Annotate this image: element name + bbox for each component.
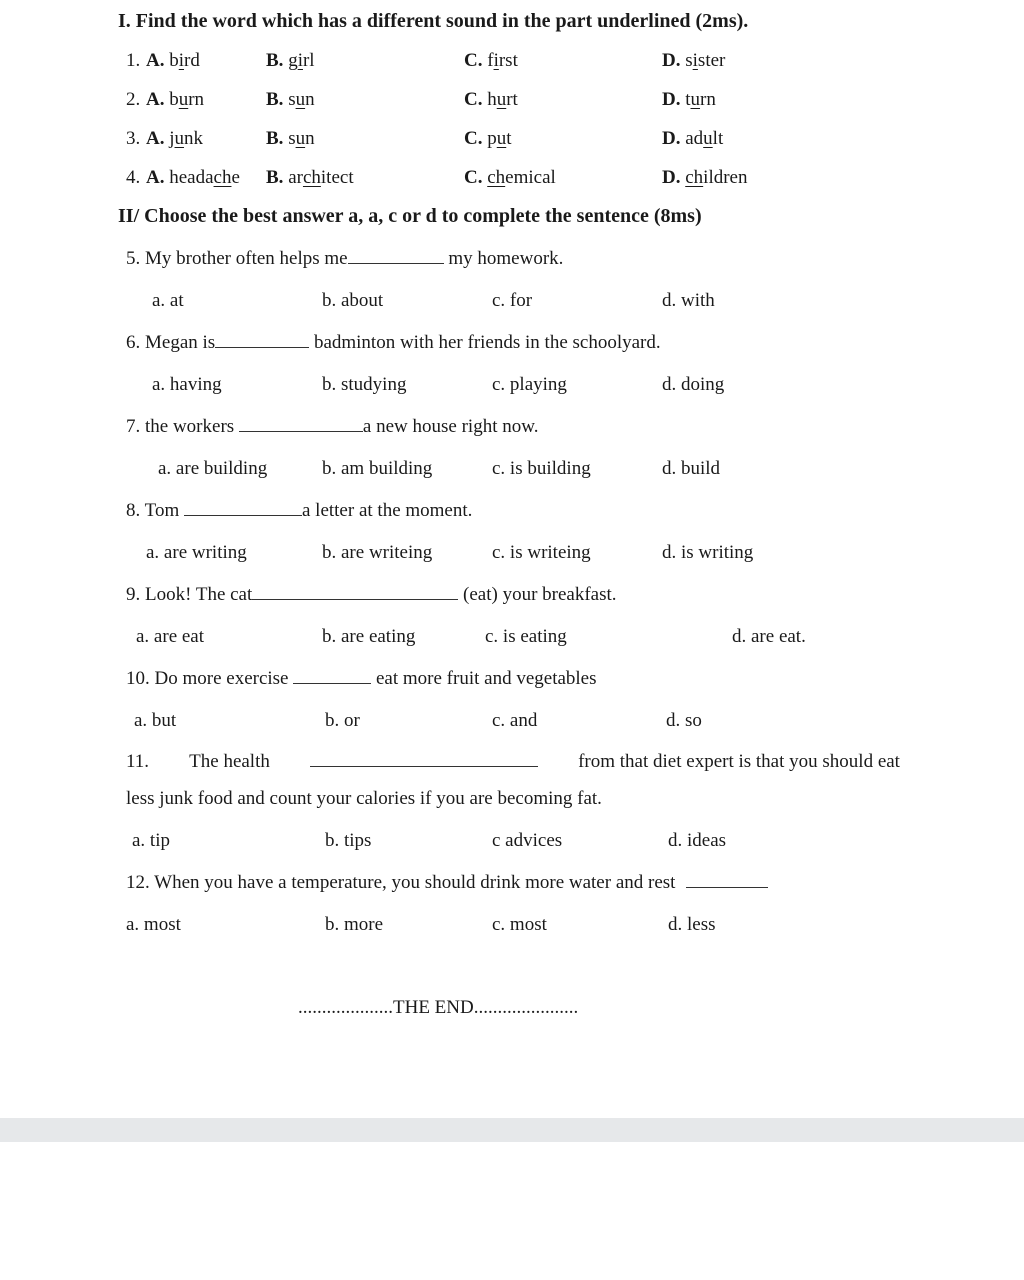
option-6d[interactable]: d. doing xyxy=(662,374,725,395)
word-part: ster xyxy=(697,50,726,71)
word-part: s xyxy=(288,128,296,149)
option-letter: A. xyxy=(146,89,165,110)
option-9a[interactable]: a. are eat xyxy=(136,626,205,647)
option-1b[interactable] xyxy=(266,50,315,72)
question-number: 9. xyxy=(126,584,141,605)
underlined-part: u xyxy=(690,89,701,110)
question-number: 6. xyxy=(126,332,141,353)
option-10b[interactable]: b. or xyxy=(325,710,360,731)
question-number: 4. xyxy=(126,167,141,188)
question-number: 7. xyxy=(126,416,141,437)
question-text: Tom xyxy=(144,500,180,521)
option-2d[interactable] xyxy=(662,89,716,111)
question-9 xyxy=(126,584,617,606)
question-11-line-2: less junk food and count your calories if you are becoming fat. xyxy=(126,788,602,809)
word-part: n xyxy=(305,128,315,149)
option-3a[interactable] xyxy=(146,128,203,150)
option-letter: C. xyxy=(464,167,483,188)
option-6b[interactable]: b. studying xyxy=(322,374,407,395)
option-3b[interactable] xyxy=(266,128,315,150)
option-letter: C. xyxy=(464,89,483,110)
option-11c[interactable]: c advices xyxy=(492,830,563,851)
question-11 xyxy=(126,751,900,773)
word-part: itect xyxy=(320,167,354,188)
underlined-part: u xyxy=(178,89,189,110)
word-part: s xyxy=(685,50,693,71)
option-5a[interactable]: a. at xyxy=(152,290,184,311)
question-text: Look! The cat xyxy=(145,584,253,605)
question-text: (eat) your breakfast. xyxy=(463,584,617,605)
word-part: ar xyxy=(288,167,303,188)
option-6a[interactable]: a. having xyxy=(152,374,222,395)
question-number: 2. xyxy=(126,89,141,110)
option-letter: D. xyxy=(662,167,681,188)
question-7 xyxy=(126,416,538,438)
word-part: s xyxy=(288,89,296,110)
underlined-part: ch xyxy=(302,167,321,188)
word-part: e xyxy=(231,167,240,188)
word-part: lt xyxy=(712,128,724,149)
question-text: Do more exercise xyxy=(154,668,289,689)
word-part: b xyxy=(169,50,179,71)
option-5c[interactable]: c. for xyxy=(492,290,533,311)
option-letter: A. xyxy=(146,128,165,149)
question-number: 5. xyxy=(126,248,141,269)
option-letter: D. xyxy=(662,89,681,110)
option-letter: A. xyxy=(146,50,165,71)
option-7b[interactable]: b. am building xyxy=(322,458,433,479)
word-part: n xyxy=(305,89,315,110)
question-10 xyxy=(126,668,597,690)
answer-blank[interactable] xyxy=(215,333,309,348)
word-part: rn xyxy=(188,89,205,110)
word-part: nk xyxy=(184,128,204,149)
page-bottom-band xyxy=(0,1118,1024,1142)
option-letter: B. xyxy=(266,128,284,149)
question-number: 12. xyxy=(126,872,150,893)
option-letter: C. xyxy=(464,50,483,71)
question-text: from that diet expert is that you should eat xyxy=(578,751,900,772)
underlined-part: u xyxy=(295,89,306,110)
answer-blank[interactable] xyxy=(686,873,768,888)
underlined-part: u xyxy=(174,128,185,149)
question-text: badminton with her friends in the schoolyard. xyxy=(313,332,661,353)
option-4c[interactable] xyxy=(464,167,556,189)
underlined-part: u xyxy=(496,128,507,149)
option-5d[interactable]: d. with xyxy=(662,290,715,311)
question-text: When you have a temperature, you should drink more water and rest xyxy=(154,872,676,893)
question-8 xyxy=(126,500,472,522)
option-letter: D. xyxy=(662,128,681,149)
underlined-part: u xyxy=(703,128,713,149)
option-letter: B. xyxy=(266,50,284,71)
question-text: Megan is xyxy=(145,332,216,353)
the-end: ....................THE END...................... xyxy=(298,997,579,1018)
underlined-part: i xyxy=(297,50,303,71)
underlined-part: i xyxy=(178,50,185,71)
question-number: 1. xyxy=(126,50,141,71)
word-part: j xyxy=(169,128,175,149)
answer-blank[interactable] xyxy=(184,501,302,516)
word-part: emical xyxy=(505,167,556,188)
question-5 xyxy=(126,248,563,270)
question-text: my homework. xyxy=(448,248,564,269)
option-1c[interactable] xyxy=(464,50,518,72)
option-3d[interactable] xyxy=(662,128,723,150)
section-2-title: II/ Choose the best answer a, a, c or d to complete the sentence (8ms) xyxy=(118,205,702,227)
word-part: heada xyxy=(169,167,214,188)
option-1a[interactable] xyxy=(146,50,200,72)
underlined-part: i xyxy=(692,50,698,71)
underlined-part: i xyxy=(493,50,499,71)
option-8d[interactable]: d. is writing xyxy=(662,542,754,563)
word-part: g xyxy=(288,50,298,71)
answer-blank[interactable] xyxy=(348,249,444,264)
option-11a[interactable]: a. tip xyxy=(132,830,170,851)
word-part: rst xyxy=(498,50,518,71)
option-letter: C. xyxy=(464,128,483,149)
option-2a[interactable] xyxy=(146,89,204,111)
underlined-part: ch xyxy=(487,167,506,188)
word-part: b xyxy=(169,89,179,110)
option-letter: B. xyxy=(266,89,284,110)
option-2c[interactable] xyxy=(464,89,518,111)
option-1d[interactable] xyxy=(662,50,725,72)
underlined-part: ch xyxy=(213,167,232,188)
option-7c[interactable]: c. is building xyxy=(492,458,591,479)
question-number: 11. xyxy=(126,751,150,772)
option-10c[interactable]: c. and xyxy=(492,710,538,731)
word-part: rd xyxy=(184,50,200,71)
word-part: rl xyxy=(302,50,315,71)
option-letter: A. xyxy=(146,167,165,188)
option-12c[interactable]: c. most xyxy=(492,914,547,935)
option-4a[interactable] xyxy=(146,167,240,189)
section-1-title: I. Find the word which has a different sound in the part underlined (2ms). xyxy=(118,10,749,32)
option-4d[interactable] xyxy=(662,167,748,189)
underlined-part: ch xyxy=(685,167,704,188)
option-10d[interactable]: d. so xyxy=(666,710,702,731)
answer-blank[interactable] xyxy=(293,669,371,684)
question-number: 10. xyxy=(126,668,150,689)
option-letter: D. xyxy=(662,50,681,71)
word-part: f xyxy=(487,50,494,71)
option-8a[interactable]: a. are writing xyxy=(146,542,247,563)
word-part: t xyxy=(685,89,691,110)
question-text: the workers xyxy=(145,416,235,437)
question-text: eat more fruit and vegetables xyxy=(376,668,597,689)
option-2b[interactable] xyxy=(266,89,315,111)
answer-blank[interactable] xyxy=(252,585,458,600)
option-11b[interactable]: b. tips xyxy=(325,830,372,851)
word-part: rt xyxy=(506,89,518,110)
option-10a[interactable]: a. but xyxy=(134,710,177,731)
word-part: t xyxy=(506,128,512,149)
option-7d[interactable]: d. build xyxy=(662,458,721,479)
option-12a[interactable]: a. most xyxy=(126,914,181,935)
option-letter: B. xyxy=(266,167,284,188)
question-text: a new house right now. xyxy=(362,416,539,437)
option-8c[interactable]: c. is writeing xyxy=(492,542,591,563)
option-4b[interactable] xyxy=(266,167,354,189)
option-6c[interactable]: c. playing xyxy=(492,374,567,395)
word-part: rn xyxy=(700,89,716,110)
word-part: ad xyxy=(685,128,704,149)
option-8b[interactable]: b. are writeing xyxy=(322,542,433,563)
question-6 xyxy=(126,332,661,354)
question-text: a letter at the moment. xyxy=(301,500,473,521)
option-7a[interactable]: a. are building xyxy=(158,458,268,479)
option-3c[interactable] xyxy=(464,128,512,150)
option-12b[interactable]: b. more xyxy=(325,914,384,935)
question-number: 8. xyxy=(126,500,141,521)
question-text: My brother often helps me xyxy=(145,248,348,269)
word-part: p xyxy=(487,128,497,149)
option-9d[interactable]: d. are eat. xyxy=(732,626,806,647)
underlined-part: u xyxy=(295,128,306,149)
word-part: ildren xyxy=(703,167,748,188)
word-part: h xyxy=(487,89,497,110)
question-number: 3. xyxy=(126,128,141,149)
option-5b[interactable]: b. about xyxy=(322,290,384,311)
question-text: The health xyxy=(189,751,270,772)
option-9b[interactable]: b. are eating xyxy=(322,626,416,647)
underlined-part: u xyxy=(496,89,507,110)
question-12 xyxy=(126,872,768,894)
option-11d[interactable]: d. ideas xyxy=(668,830,727,851)
answer-blank[interactable] xyxy=(310,752,538,767)
option-9c[interactable]: c. is eating xyxy=(485,626,567,647)
answer-blank[interactable] xyxy=(239,417,363,432)
option-12d[interactable]: d. less xyxy=(668,914,716,935)
